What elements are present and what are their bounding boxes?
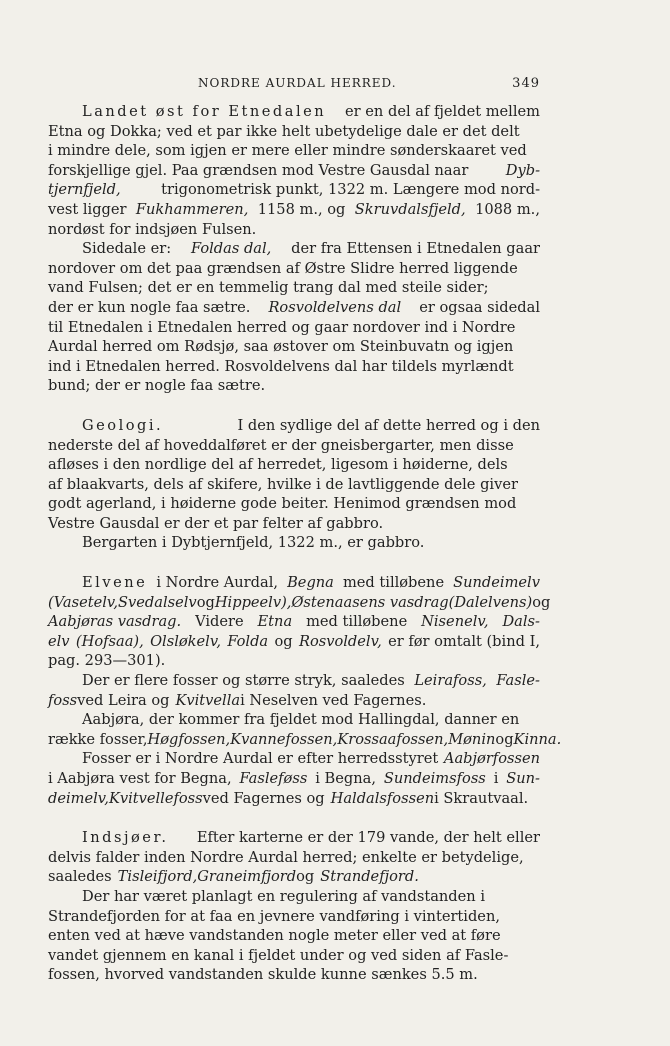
text-line: enten ved at hæve vandstanden nogle meter eller ved at føre [48,927,501,945]
text-line: til Etnedalen i Etnedalen herred og gaar nordover ind i Nordre [48,318,516,336]
text-line: Vestre Gausdal er der et par felter af gabbro. [48,514,384,532]
text-line: Geologi. I den sydlige del af dette herred og i den [82,416,540,434]
text-line: (Vasetelv, Svedalselv og Hippeelv), Østenaasens vasdrag (Dalelvens) og [48,593,551,611]
text-line: Landet øst for Etnedalen er en del af fjeldet mellem [82,103,540,120]
text-line: vandet gjennem en kanal i fjeldet under og ved siden af Fasle- [48,946,509,964]
text-line: Aabjøra, der kommer fra fjeldet mod Hallingdal, danner en [82,711,520,729]
text-line: elv (Hofsaa), Olsløkelv, Folda og Rosvoldelv, er før omtalt (bind I, [48,632,540,650]
text-line: Aabjøras vasdrag. Videre Etna med tilløbene Nisenelv, Dals- [48,613,540,631]
text-line: nordøst for indsjøen Fulsen. [48,220,257,238]
text-line: der er kun nogle faa sætre. Rosvoldelvens dal er ogsaa sidedal [48,298,540,316]
text-line: Aurdal herred om Rødsjø, saa østover om Steinbuvatn og igjen [48,338,514,356]
text-line: Sidedale er: Foldas dal, der fra Ettensen i Etnedalen gaar [82,240,540,258]
text-line: nordover om det paa grændsen af Østre Slidre herred liggende [48,259,518,277]
text-line: Indsjøer. Efter karterne er der 179 vande, der helt eller [82,829,540,847]
text-line: vand Fulsen; det er en temmelig trang dal med steile sider; [48,279,489,297]
text-line: vest ligger Fukhammeren, 1158 m., og Skruvdalsfjeld, 1088 m., [48,200,540,218]
text-line: forskjellige gjel. Paa grændsen mod Vestre Gausdal naar Dyb- [48,161,540,179]
text-line: Strandefjorden for at faa en jevnere vandføring i vintertiden, [48,907,500,925]
text-line: foss ved Leira og Kvitvella i Neselven ved Fagernes. [48,691,427,709]
text-line: Der er flere fosser og større stryk, saaledes Leirafoss, Fasle- [82,672,540,690]
text-line: Bergarten i Dybtjernfjeld, 1322 m., er gabbro. [82,534,425,552]
text-line: Elvene i Nordre Aurdal, Begna med tilløbene Sundeimelv [82,574,540,592]
text-line: deimelv, Kvitvellefoss ved Fagernes og Haldalsfossen i Skrautvaal. [48,789,529,807]
text-line: ind i Etnedalen herred. Rosvoldelvens dal har tildels myrlændt [48,357,514,375]
text-line: Etna og Dokka; ved et par ikke helt ubetydelige dale er det delt [48,122,520,140]
text-line: Der har været planlagt en regulering af vandstanden i [82,887,485,905]
page-number: 349 [512,76,540,91]
text-line: fossen, hvorved vandstanden skulde kunne sænkes 5.5 m. [48,966,478,984]
page-body [48,102,562,985]
text-line: række fosser, Høgfossen, Kvannefossen, Krossaafossen, Mønin og Kinna. [48,730,562,748]
text-line: pag. 293—301). [48,652,166,670]
text-line: bund; der er nogle faa sætre. [48,377,266,395]
text-line: afløses i den nordlige del af herredet, ligesom i høiderne, dels [48,456,508,474]
text-line: godt agerland, i høiderne gode beiter. Henimod grændsen mod [48,495,517,513]
text-line: Fosser er i Nordre Aurdal er efter herredsstyret Aabjørfossen [82,750,540,768]
text-line: i mindre dele, som igjen er mere eller mindre sønderskaaret ved [48,142,527,160]
text-line: i Aabjøra vest for Begna, Fasleføss i Begna, Sundeimsfoss i Sun- [48,770,540,787]
text-line: saaledes Tisleifjord, Graneimfjord og Strandefjord. [48,868,419,886]
text-line: delvis falder inden Nordre Aurdal herred; enkelte er betydelige, [48,848,524,866]
header-title: NORDRE AURDAL HERRED. [198,76,397,90]
text-line: af blaakvarts, dels af skifere, hvilke i de lavtliggende dele giver [48,475,518,493]
text-line: tjernfjeld, trigonometrisk punkt, 1322 m. Længere mod nord- [48,181,540,199]
text-line: nederste del af hoveddalføret er der gneisbergarter, men disse [48,436,514,454]
